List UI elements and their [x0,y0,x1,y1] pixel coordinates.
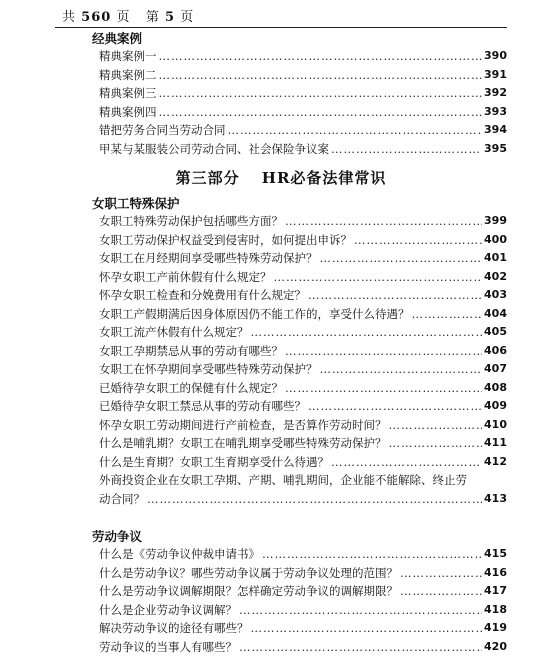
entry-title: 女职工产假期满后因身体原因仍不能工作的，享受什么待遇？ [99,305,410,324]
toc-entry[interactable] [55,360,507,379]
leader-dots [308,286,482,305]
toc-entry[interactable] [55,231,507,250]
leader-dots [285,342,482,361]
leader-dots [331,453,482,472]
entry-title: 精典案例四 [99,103,157,122]
entry-page: 417 [484,582,507,601]
toc-entry[interactable] [55,286,507,305]
toc-entry[interactable] [55,564,507,583]
leader-dots [308,397,482,416]
entry-page: 411 [484,434,507,453]
entry-title: 女职工劳动保护权益受到侵害时，如何提出申诉？ [99,231,352,250]
toc-entry[interactable] [55,66,507,85]
page-suffix: 页 [180,10,194,25]
page-header [62,6,194,25]
entry-title: 怀孕女职工产前休假有什么规定？ [99,268,272,287]
entry-title: 已婚待孕女职工禁忌从事的劳动有哪些？ [99,397,306,416]
leader-dots [159,66,483,85]
entry-page: 418 [484,601,507,620]
entry-title: 女职工孕期禁忌从事的劳动有哪些？ [99,342,283,361]
entry-page: 399 [484,212,507,231]
toc-entry[interactable] [55,453,507,472]
header-rule [55,27,507,28]
toc-entry[interactable] [55,582,507,601]
entry-page: 415 [484,545,507,564]
entry-title: 错把劳务合同当劳动合同 [99,121,226,140]
entry-page: 410 [484,416,507,435]
entry-page: 391 [484,66,507,85]
toc-entry[interactable] [55,268,507,287]
entry-title: 女职工流产休假有什么规定？ [99,323,249,342]
entry-title: 甲某与某服装公司劳动合同、社会保险争议案 [99,140,329,159]
toc [55,30,507,656]
entry-title: 精典案例一 [99,47,157,66]
entry-title: 女职工在怀孕期间享受哪些特殊劳动保护？ [99,360,318,379]
toc-entry[interactable] [55,305,507,324]
total-pages: 560 [81,10,111,25]
section-title: 劳动争议 [55,528,507,545]
entry-page: 409 [484,397,507,416]
leader-dots [239,638,482,656]
entry-title: 什么是劳动争议？哪些劳动争议属于劳动争议处理的范围？ [99,564,398,583]
leader-dots [400,582,482,601]
entry-title: 精典案例三 [99,84,157,103]
entry-title-line1: 外商投资企业在女职工孕期、产期、哺乳期间，企业能不能解除、终止劳 [99,471,507,490]
leader-dots [389,416,483,435]
toc-entry[interactable] [55,545,507,564]
leader-dots [159,47,483,66]
part-title: 第三部分 HR必备法律常识 [55,161,507,195]
leader-dots [262,545,482,564]
entry-page: 401 [484,249,507,268]
section-gap [55,508,507,528]
leader-dots [354,231,482,250]
toc-entry[interactable] [55,379,507,398]
entry-title: 什么是企业劳动争议调解？ [99,601,237,620]
leader-dots [320,249,483,268]
toc-entry[interactable] [55,121,507,140]
entry-title: 怀孕女职工劳动期间进行产前检查，是否算作劳动时间？ [99,416,387,435]
section-title: 经典案例 [55,30,507,47]
toc-entry[interactable] [55,434,507,453]
leader-dots [251,323,483,342]
entry-page: 405 [484,323,507,342]
total-prefix: 共 [62,10,76,25]
toc-entry[interactable] [55,638,507,656]
entry-page: 404 [484,305,507,324]
entry-page: 408 [484,379,507,398]
leader-dots [389,434,483,453]
leader-dots [285,212,482,231]
entry-page: 403 [484,286,507,305]
leader-dots [331,140,482,159]
leader-dots [274,268,483,287]
entry-title: 什么是《劳动争议仲裁申请书》 [99,545,260,564]
entry-title: 什么是生育期？女职工生育期享受什么待遇？ [99,453,329,472]
toc-entry[interactable] [55,84,507,103]
toc-entry[interactable] [55,342,507,361]
entry-page: 393 [484,103,507,122]
section-title: 女职工特殊保护 [55,195,507,212]
entry-page: 419 [484,619,507,638]
page-number: 5 [165,10,175,25]
entry-title: 劳动争议的当事人有哪些？ [99,638,237,656]
entry-title: 怀孕女职工检查和分娩费用有什么规定？ [99,286,306,305]
entry-title: 解决劳动争议的途径有哪些？ [99,619,249,638]
toc-entry[interactable] [55,47,507,66]
leader-dots [251,619,483,638]
page-prefix: 第 [146,10,160,25]
leader-dots [147,490,482,509]
entry-title: 女职工特殊劳动保护包括哪些方面？ [99,212,283,231]
leader-dots [159,103,483,122]
leader-dots [285,379,482,398]
toc-entry[interactable] [55,619,507,638]
entry-page: 402 [484,268,507,287]
leader-dots [159,84,483,103]
toc-entry[interactable] [55,103,507,122]
leader-dots [228,121,483,140]
entry-page: 416 [484,564,507,583]
leader-dots [400,564,482,583]
entry-page: 390 [484,47,507,66]
toc-entry[interactable] [55,323,507,342]
leader-dots [412,305,483,324]
entry-page: 392 [484,84,507,103]
entry-page: 412 [484,453,507,472]
entry-title: 什么是劳动争议调解期限？怎样确定劳动争议的调解期限？ [99,582,398,601]
leader-dots [239,601,482,620]
toc-entry[interactable] [55,140,507,159]
entry-title: 女职工在月经期间享受哪些特殊劳动保护？ [99,249,318,268]
entry-page: 400 [484,231,507,250]
leader-dots [320,360,483,379]
toc-entry[interactable] [55,601,507,620]
entry-title: 什么是哺乳期？女职工在哺乳期享受哪些特殊劳动保护？ [99,434,387,453]
entry-page: 406 [484,342,507,361]
toc-entry[interactable] [55,416,507,435]
entry-title: 精典案例二 [99,66,157,85]
entry-page: 420 [484,638,507,656]
entry-page: 395 [484,140,507,159]
toc-entry-multiline[interactable] [55,471,507,508]
toc-entry[interactable] [55,249,507,268]
entry-page: 413 [484,490,507,509]
entry-page: 394 [484,121,507,140]
entry-title-line2: 动合同？ [99,490,145,509]
toc-entry[interactable] [55,212,507,231]
toc-entry[interactable] [55,397,507,416]
entry-title: 已婚待孕女职工的保健有什么规定？ [99,379,283,398]
total-suffix: 页 [116,10,130,25]
entry-page: 407 [484,360,507,379]
